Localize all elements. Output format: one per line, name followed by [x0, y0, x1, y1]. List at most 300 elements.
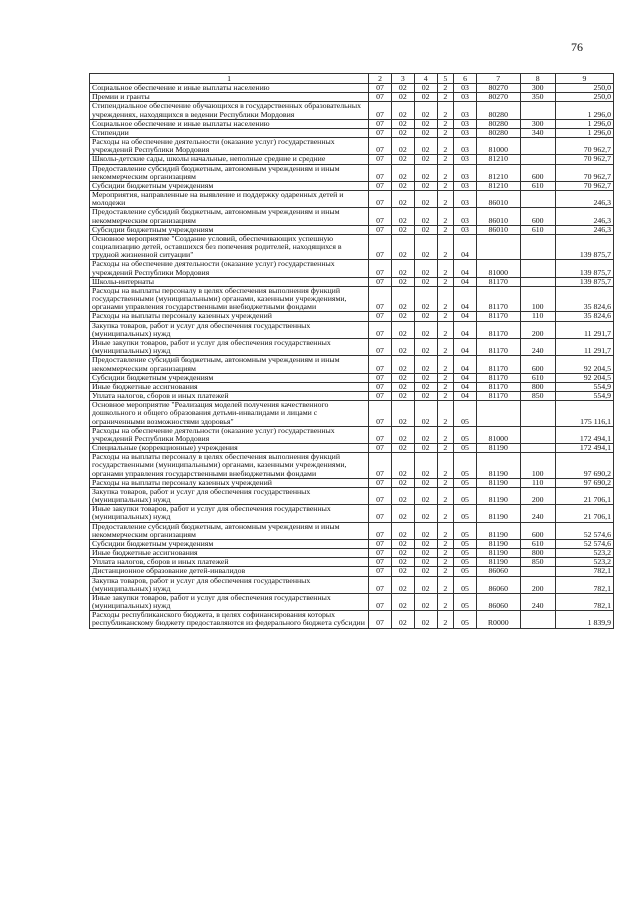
row-expense-code: 81190 [476, 478, 520, 487]
row-subprogram-code: 05 [454, 453, 477, 479]
table-row [90, 119, 614, 128]
row-subprogram-code: 04 [454, 392, 477, 401]
row-expense-type-code: 610 [520, 181, 555, 190]
row-subsection-code: 02 [414, 181, 437, 190]
row-description: Расходы на выплаты персоналу в целях обеспечения выполнения функций государственными (муниципальными) органами, казенными учреждениями, органами управления государственными внебюджетными фондами [90, 453, 369, 479]
table-row [90, 539, 614, 548]
table-row [90, 208, 614, 225]
row-program-code: 2 [437, 522, 454, 539]
row-expense-code: 80280 [476, 119, 520, 128]
table-row [90, 392, 614, 401]
budget-table [89, 73, 614, 629]
row-expense-code: 81190 [476, 487, 520, 504]
row-ministry-code: 07 [369, 119, 392, 128]
row-section-code: 02 [391, 478, 414, 487]
row-amount: 21 706,1 [555, 505, 613, 522]
row-subprogram-code: 05 [454, 426, 477, 443]
row-subsection-code: 02 [414, 593, 437, 610]
row-program-code: 2 [437, 576, 454, 593]
row-program-code: 2 [437, 558, 454, 567]
row-subsection-code: 02 [414, 164, 437, 181]
row-program-code: 2 [437, 312, 454, 321]
row-program-code: 2 [437, 93, 454, 102]
row-subprogram-code: 04 [454, 234, 477, 260]
row-program-code: 2 [437, 401, 454, 427]
row-subprogram-code: 05 [454, 478, 477, 487]
row-section-code: 02 [391, 453, 414, 479]
row-expense-type-code: 340 [520, 128, 555, 137]
row-amount: 52 574,6 [555, 522, 613, 539]
row-section-code: 02 [391, 234, 414, 260]
row-expense-type-code [520, 401, 555, 427]
row-description: Расходы на выплаты персоналу казенных учреждений [90, 478, 369, 487]
row-expense-code: 86010 [476, 191, 520, 208]
row-amount: 1 839,9 [555, 611, 613, 628]
header-cell: 9 [555, 74, 613, 84]
row-amount: 523,2 [555, 558, 613, 567]
row-section-code: 02 [391, 321, 414, 338]
row-ministry-code: 07 [369, 558, 392, 567]
row-section-code: 02 [391, 558, 414, 567]
row-subprogram-code: 03 [454, 84, 477, 93]
row-expense-type-code: 100 [520, 453, 555, 479]
row-description: Закупка товаров, работ и услуг для обеспечения государственных (муниципальных) нужд [90, 576, 369, 593]
row-subsection-code: 02 [414, 373, 437, 382]
table-row [90, 444, 614, 453]
row-expense-code: 81210 [476, 155, 520, 164]
header-cell: 3 [391, 74, 414, 84]
row-subsection-code: 02 [414, 487, 437, 504]
table-row [90, 312, 614, 321]
row-amount: 70 962,7 [555, 138, 613, 155]
row-subprogram-code: 05 [454, 593, 477, 610]
row-expense-type-code: 600 [520, 208, 555, 225]
row-subprogram-code: 03 [454, 128, 477, 137]
row-expense-type-code: 200 [520, 576, 555, 593]
row-subsection-code: 02 [414, 286, 437, 312]
row-expense-type-code: 300 [520, 84, 555, 93]
table-row [90, 401, 614, 427]
row-subsection-code: 02 [414, 234, 437, 260]
row-expense-code: 81210 [476, 181, 520, 190]
row-amount: 52 574,6 [555, 539, 613, 548]
row-subsection-code: 02 [414, 522, 437, 539]
row-expense-type-code [520, 234, 555, 260]
row-section-code: 02 [391, 119, 414, 128]
row-expense-code: 86060 [476, 567, 520, 576]
row-subsection-code: 02 [414, 478, 437, 487]
row-program-code: 2 [437, 505, 454, 522]
row-ministry-code: 07 [369, 392, 392, 401]
row-subsection-code: 02 [414, 102, 437, 119]
row-description: Расходы на выплаты персоналу в целях обеспечения выполнения функций государственными (муниципальными) органами, казенными учреждениями, органами управления государственными внебюджетными фондами [90, 286, 369, 312]
row-expense-type-code: 200 [520, 321, 555, 338]
row-expense-type-code: 610 [520, 225, 555, 234]
row-section-code: 02 [391, 181, 414, 190]
row-ministry-code: 07 [369, 373, 392, 382]
row-amount: 250,0 [555, 93, 613, 102]
row-subprogram-code: 05 [454, 567, 477, 576]
row-amount: 97 690,2 [555, 478, 613, 487]
row-section-code: 02 [391, 567, 414, 576]
row-expense-code: 81190 [476, 453, 520, 479]
row-description: Субсидии бюджетным учреждениям [90, 539, 369, 548]
row-subsection-code: 02 [414, 128, 437, 137]
row-section-code: 02 [391, 338, 414, 355]
row-program-code: 2 [437, 444, 454, 453]
row-ministry-code: 07 [369, 225, 392, 234]
row-ministry-code: 07 [369, 277, 392, 286]
row-description: Закупка товаров, работ и услуг для обеспечения государственных (муниципальных) нужд [90, 487, 369, 504]
row-program-code: 2 [437, 611, 454, 628]
row-section-code: 02 [391, 277, 414, 286]
row-description: Предоставление субсидий бюджетным, автономным учреждениям и иным некоммерческим организациям [90, 356, 369, 373]
row-program-code: 2 [437, 338, 454, 355]
row-amount: 782,1 [555, 567, 613, 576]
table-row [90, 102, 614, 119]
table-row [90, 373, 614, 382]
row-expense-type-code: 600 [520, 164, 555, 181]
header-cell: 6 [454, 74, 477, 84]
row-ministry-code: 07 [369, 338, 392, 355]
row-expense-type-code: 850 [520, 558, 555, 567]
row-expense-type-code: 800 [520, 549, 555, 558]
row-amount: 70 962,7 [555, 155, 613, 164]
row-ministry-code: 07 [369, 286, 392, 312]
row-subprogram-code: 05 [454, 401, 477, 427]
row-subsection-code: 02 [414, 260, 437, 277]
row-program-code: 2 [437, 208, 454, 225]
row-amount: 35 824,6 [555, 286, 613, 312]
row-ministry-code: 07 [369, 84, 392, 93]
table-row [90, 549, 614, 558]
row-expense-code: 81170 [476, 356, 520, 373]
row-description: Субсидии бюджетным учреждениям [90, 181, 369, 190]
row-ministry-code: 07 [369, 576, 392, 593]
table-row [90, 338, 614, 355]
row-subprogram-code: 05 [454, 505, 477, 522]
row-expense-type-code: 240 [520, 505, 555, 522]
row-program-code: 2 [437, 539, 454, 548]
row-subsection-code: 02 [414, 505, 437, 522]
row-ministry-code: 07 [369, 102, 392, 119]
row-description: Иные бюджетные ассигнования [90, 382, 369, 391]
row-subsection-code: 02 [414, 225, 437, 234]
row-ministry-code: 07 [369, 426, 392, 443]
row-expense-code: 80270 [476, 84, 520, 93]
row-program-code: 2 [437, 119, 454, 128]
row-expense-code: 81170 [476, 321, 520, 338]
row-expense-type-code: 800 [520, 382, 555, 391]
row-expense-type-code [520, 191, 555, 208]
table-row [90, 611, 614, 628]
row-section-code: 02 [391, 611, 414, 628]
row-subprogram-code: 03 [454, 93, 477, 102]
row-ministry-code: 07 [369, 539, 392, 548]
row-ministry-code: 07 [369, 191, 392, 208]
table-row [90, 260, 614, 277]
row-subprogram-code: 04 [454, 312, 477, 321]
row-ministry-code: 07 [369, 312, 392, 321]
row-ministry-code: 07 [369, 401, 392, 427]
row-subsection-code: 02 [414, 277, 437, 286]
row-ministry-code: 07 [369, 444, 392, 453]
row-subsection-code: 02 [414, 321, 437, 338]
row-subsection-code: 02 [414, 576, 437, 593]
row-program-code: 2 [437, 549, 454, 558]
row-program-code: 2 [437, 191, 454, 208]
row-subprogram-code: 05 [454, 444, 477, 453]
table-row [90, 321, 614, 338]
row-amount: 172 494,1 [555, 444, 613, 453]
row-program-code: 2 [437, 373, 454, 382]
row-program-code: 2 [437, 102, 454, 119]
row-expense-type-code: 100 [520, 286, 555, 312]
row-amount: 139 875,7 [555, 234, 613, 260]
row-subsection-code: 02 [414, 138, 437, 155]
row-ministry-code: 07 [369, 567, 392, 576]
row-subprogram-code: 03 [454, 164, 477, 181]
row-subprogram-code: 05 [454, 539, 477, 548]
row-expense-code: 81170 [476, 312, 520, 321]
row-subprogram-code: 05 [454, 549, 477, 558]
row-program-code: 2 [437, 225, 454, 234]
row-amount: 246,3 [555, 225, 613, 234]
row-amount: 139 875,7 [555, 260, 613, 277]
row-ministry-code: 07 [369, 356, 392, 373]
row-description: Иные бюджетные ассигнования [90, 549, 369, 558]
table-row [90, 93, 614, 102]
row-section-code: 02 [391, 356, 414, 373]
row-section-code: 02 [391, 155, 414, 164]
row-amount: 782,1 [555, 593, 613, 610]
row-ministry-code: 07 [369, 93, 392, 102]
table-row [90, 277, 614, 286]
row-ministry-code: 07 [369, 321, 392, 338]
row-program-code: 2 [437, 128, 454, 137]
row-subprogram-code: 05 [454, 611, 477, 628]
row-ministry-code: 07 [369, 505, 392, 522]
row-program-code: 2 [437, 155, 454, 164]
row-amount: 21 706,1 [555, 487, 613, 504]
row-expense-code [476, 401, 520, 427]
row-section-code: 02 [391, 93, 414, 102]
row-section-code: 02 [391, 286, 414, 312]
row-description: Основное мероприятие "Реализация моделей получения качественного дошкольного и общего образования детьми-инвалидами и лицами с ограниченными возможностями здоровья" [90, 401, 369, 427]
row-ministry-code: 07 [369, 487, 392, 504]
row-description: Субсидии бюджетным учреждениям [90, 225, 369, 234]
row-subprogram-code: 05 [454, 576, 477, 593]
row-expense-code: 86060 [476, 593, 520, 610]
row-expense-type-code [520, 260, 555, 277]
row-description: Иные закупки товаров, работ и услуг для обеспечения государственных (муниципальных) нужд [90, 593, 369, 610]
table-row [90, 567, 614, 576]
row-description: Предоставление субсидий бюджетным, автономным учреждениям и иным некоммерческим организациям [90, 208, 369, 225]
row-amount: 250,0 [555, 84, 613, 93]
row-description: Школы-детские сады, школы начальные, неполные средние и средние [90, 155, 369, 164]
table-row [90, 138, 614, 155]
row-amount: 523,2 [555, 549, 613, 558]
row-subsection-code: 02 [414, 444, 437, 453]
row-subsection-code: 02 [414, 356, 437, 373]
table-row [90, 453, 614, 479]
table-row [90, 286, 614, 312]
row-subsection-code: 02 [414, 382, 437, 391]
header-cell: 4 [414, 74, 437, 84]
row-subsection-code: 02 [414, 567, 437, 576]
row-amount: 554,9 [555, 392, 613, 401]
row-subsection-code: 02 [414, 208, 437, 225]
table-row [90, 558, 614, 567]
row-expense-type-code: 610 [520, 539, 555, 548]
row-section-code: 02 [391, 312, 414, 321]
row-subprogram-code: 03 [454, 138, 477, 155]
row-expense-type-code [520, 611, 555, 628]
header-cell: 7 [476, 74, 520, 84]
row-program-code: 2 [437, 487, 454, 504]
row-section-code: 02 [391, 191, 414, 208]
row-expense-type-code: 610 [520, 373, 555, 382]
row-section-code: 02 [391, 576, 414, 593]
row-amount: 97 690,2 [555, 453, 613, 479]
row-section-code: 02 [391, 260, 414, 277]
row-description: Социальное обеспечение и иные выплаты населению [90, 84, 369, 93]
row-amount: 246,3 [555, 208, 613, 225]
row-ministry-code: 07 [369, 164, 392, 181]
row-ministry-code: 07 [369, 382, 392, 391]
row-description: Уплата налогов, сборов и иных платежей [90, 558, 369, 567]
row-ministry-code: 07 [369, 549, 392, 558]
row-section-code: 02 [391, 593, 414, 610]
row-expense-code [476, 234, 520, 260]
row-description: Расходы на обеспечение деятельности (оказание услуг) государственных учреждений Республики Мордовия [90, 138, 369, 155]
row-amount: 70 962,7 [555, 181, 613, 190]
table-row [90, 155, 614, 164]
row-section-code: 02 [391, 444, 414, 453]
row-expense-type-code [520, 155, 555, 164]
row-ministry-code: 07 [369, 138, 392, 155]
row-subprogram-code: 03 [454, 181, 477, 190]
row-section-code: 02 [391, 505, 414, 522]
row-program-code: 2 [437, 593, 454, 610]
row-subprogram-code: 04 [454, 338, 477, 355]
header-cell: 1 [90, 74, 369, 84]
row-ministry-code: 07 [369, 128, 392, 137]
row-amount: 70 962,7 [555, 164, 613, 181]
row-amount: 1 296,0 [555, 128, 613, 137]
row-subsection-code: 02 [414, 338, 437, 355]
table-row [90, 576, 614, 593]
row-subsection-code: 02 [414, 539, 437, 548]
row-description: Закупка товаров, работ и услуг для обеспечения государственных (муниципальных) нужд [90, 321, 369, 338]
row-amount: 35 824,6 [555, 312, 613, 321]
row-subsection-code: 02 [414, 549, 437, 558]
row-subprogram-code: 04 [454, 260, 477, 277]
row-expense-type-code [520, 444, 555, 453]
row-expense-code: 81000 [476, 138, 520, 155]
row-ministry-code: 07 [369, 611, 392, 628]
row-subprogram-code: 04 [454, 321, 477, 338]
row-program-code: 2 [437, 426, 454, 443]
row-ministry-code: 07 [369, 453, 392, 479]
row-subprogram-code: 03 [454, 155, 477, 164]
row-description: Мероприятия, направленные на выявление и поддержку одаренных детей и молодежи [90, 191, 369, 208]
row-description: Расходы на обеспечение деятельности (оказание услуг) государственных учреждений Республики Мордовия [90, 426, 369, 443]
row-description: Уплата налогов, сборов и иных платежей [90, 392, 369, 401]
row-expense-type-code [520, 102, 555, 119]
row-expense-code: 81000 [476, 426, 520, 443]
row-amount: 1 296,0 [555, 119, 613, 128]
table-row [90, 593, 614, 610]
row-expense-code: 81190 [476, 505, 520, 522]
row-section-code: 02 [391, 225, 414, 234]
row-expense-code: R0000 [476, 611, 520, 628]
row-expense-type-code: 600 [520, 356, 555, 373]
row-expense-code: 81170 [476, 286, 520, 312]
row-expense-type-code [520, 138, 555, 155]
row-expense-code: 80280 [476, 128, 520, 137]
row-section-code: 02 [391, 102, 414, 119]
row-section-code: 02 [391, 138, 414, 155]
row-amount: 175 116,1 [555, 401, 613, 427]
row-ministry-code: 07 [369, 260, 392, 277]
row-amount: 11 291,7 [555, 321, 613, 338]
row-amount: 172 494,1 [555, 426, 613, 443]
row-program-code: 2 [437, 321, 454, 338]
row-expense-code: 81190 [476, 558, 520, 567]
row-expense-type-code [520, 277, 555, 286]
row-subsection-code: 02 [414, 84, 437, 93]
row-subprogram-code: 03 [454, 102, 477, 119]
row-program-code: 2 [437, 138, 454, 155]
row-program-code: 2 [437, 478, 454, 487]
row-expense-code: 81170 [476, 338, 520, 355]
row-expense-type-code: 110 [520, 478, 555, 487]
row-ministry-code: 07 [369, 234, 392, 260]
row-expense-code: 81170 [476, 277, 520, 286]
row-subsection-code: 02 [414, 558, 437, 567]
row-expense-type-code [520, 426, 555, 443]
row-section-code: 02 [391, 392, 414, 401]
row-amount: 92 204,5 [555, 373, 613, 382]
table-row [90, 382, 614, 391]
row-expense-type-code: 850 [520, 392, 555, 401]
table-row [90, 478, 614, 487]
row-ministry-code: 07 [369, 593, 392, 610]
table-row [90, 164, 614, 181]
row-expense-type-code: 200 [520, 487, 555, 504]
row-subsection-code: 02 [414, 453, 437, 479]
row-program-code: 2 [437, 277, 454, 286]
row-expense-code: 81000 [476, 260, 520, 277]
row-subprogram-code: 05 [454, 558, 477, 567]
row-program-code: 2 [437, 84, 454, 93]
row-amount: 1 296,0 [555, 102, 613, 119]
row-expense-type-code [520, 567, 555, 576]
table-row [90, 181, 614, 190]
row-subprogram-code: 05 [454, 487, 477, 504]
row-subsection-code: 02 [414, 312, 437, 321]
row-section-code: 02 [391, 382, 414, 391]
row-program-code: 2 [437, 234, 454, 260]
row-section-code: 02 [391, 128, 414, 137]
row-expense-code: 86060 [476, 576, 520, 593]
row-subprogram-code: 04 [454, 373, 477, 382]
row-subsection-code: 02 [414, 93, 437, 102]
row-amount: 554,9 [555, 382, 613, 391]
row-description: Расходы на обеспечение деятельности (оказание услуг) государственных учреждений Республики Мордовия [90, 260, 369, 277]
row-amount: 92 204,5 [555, 356, 613, 373]
